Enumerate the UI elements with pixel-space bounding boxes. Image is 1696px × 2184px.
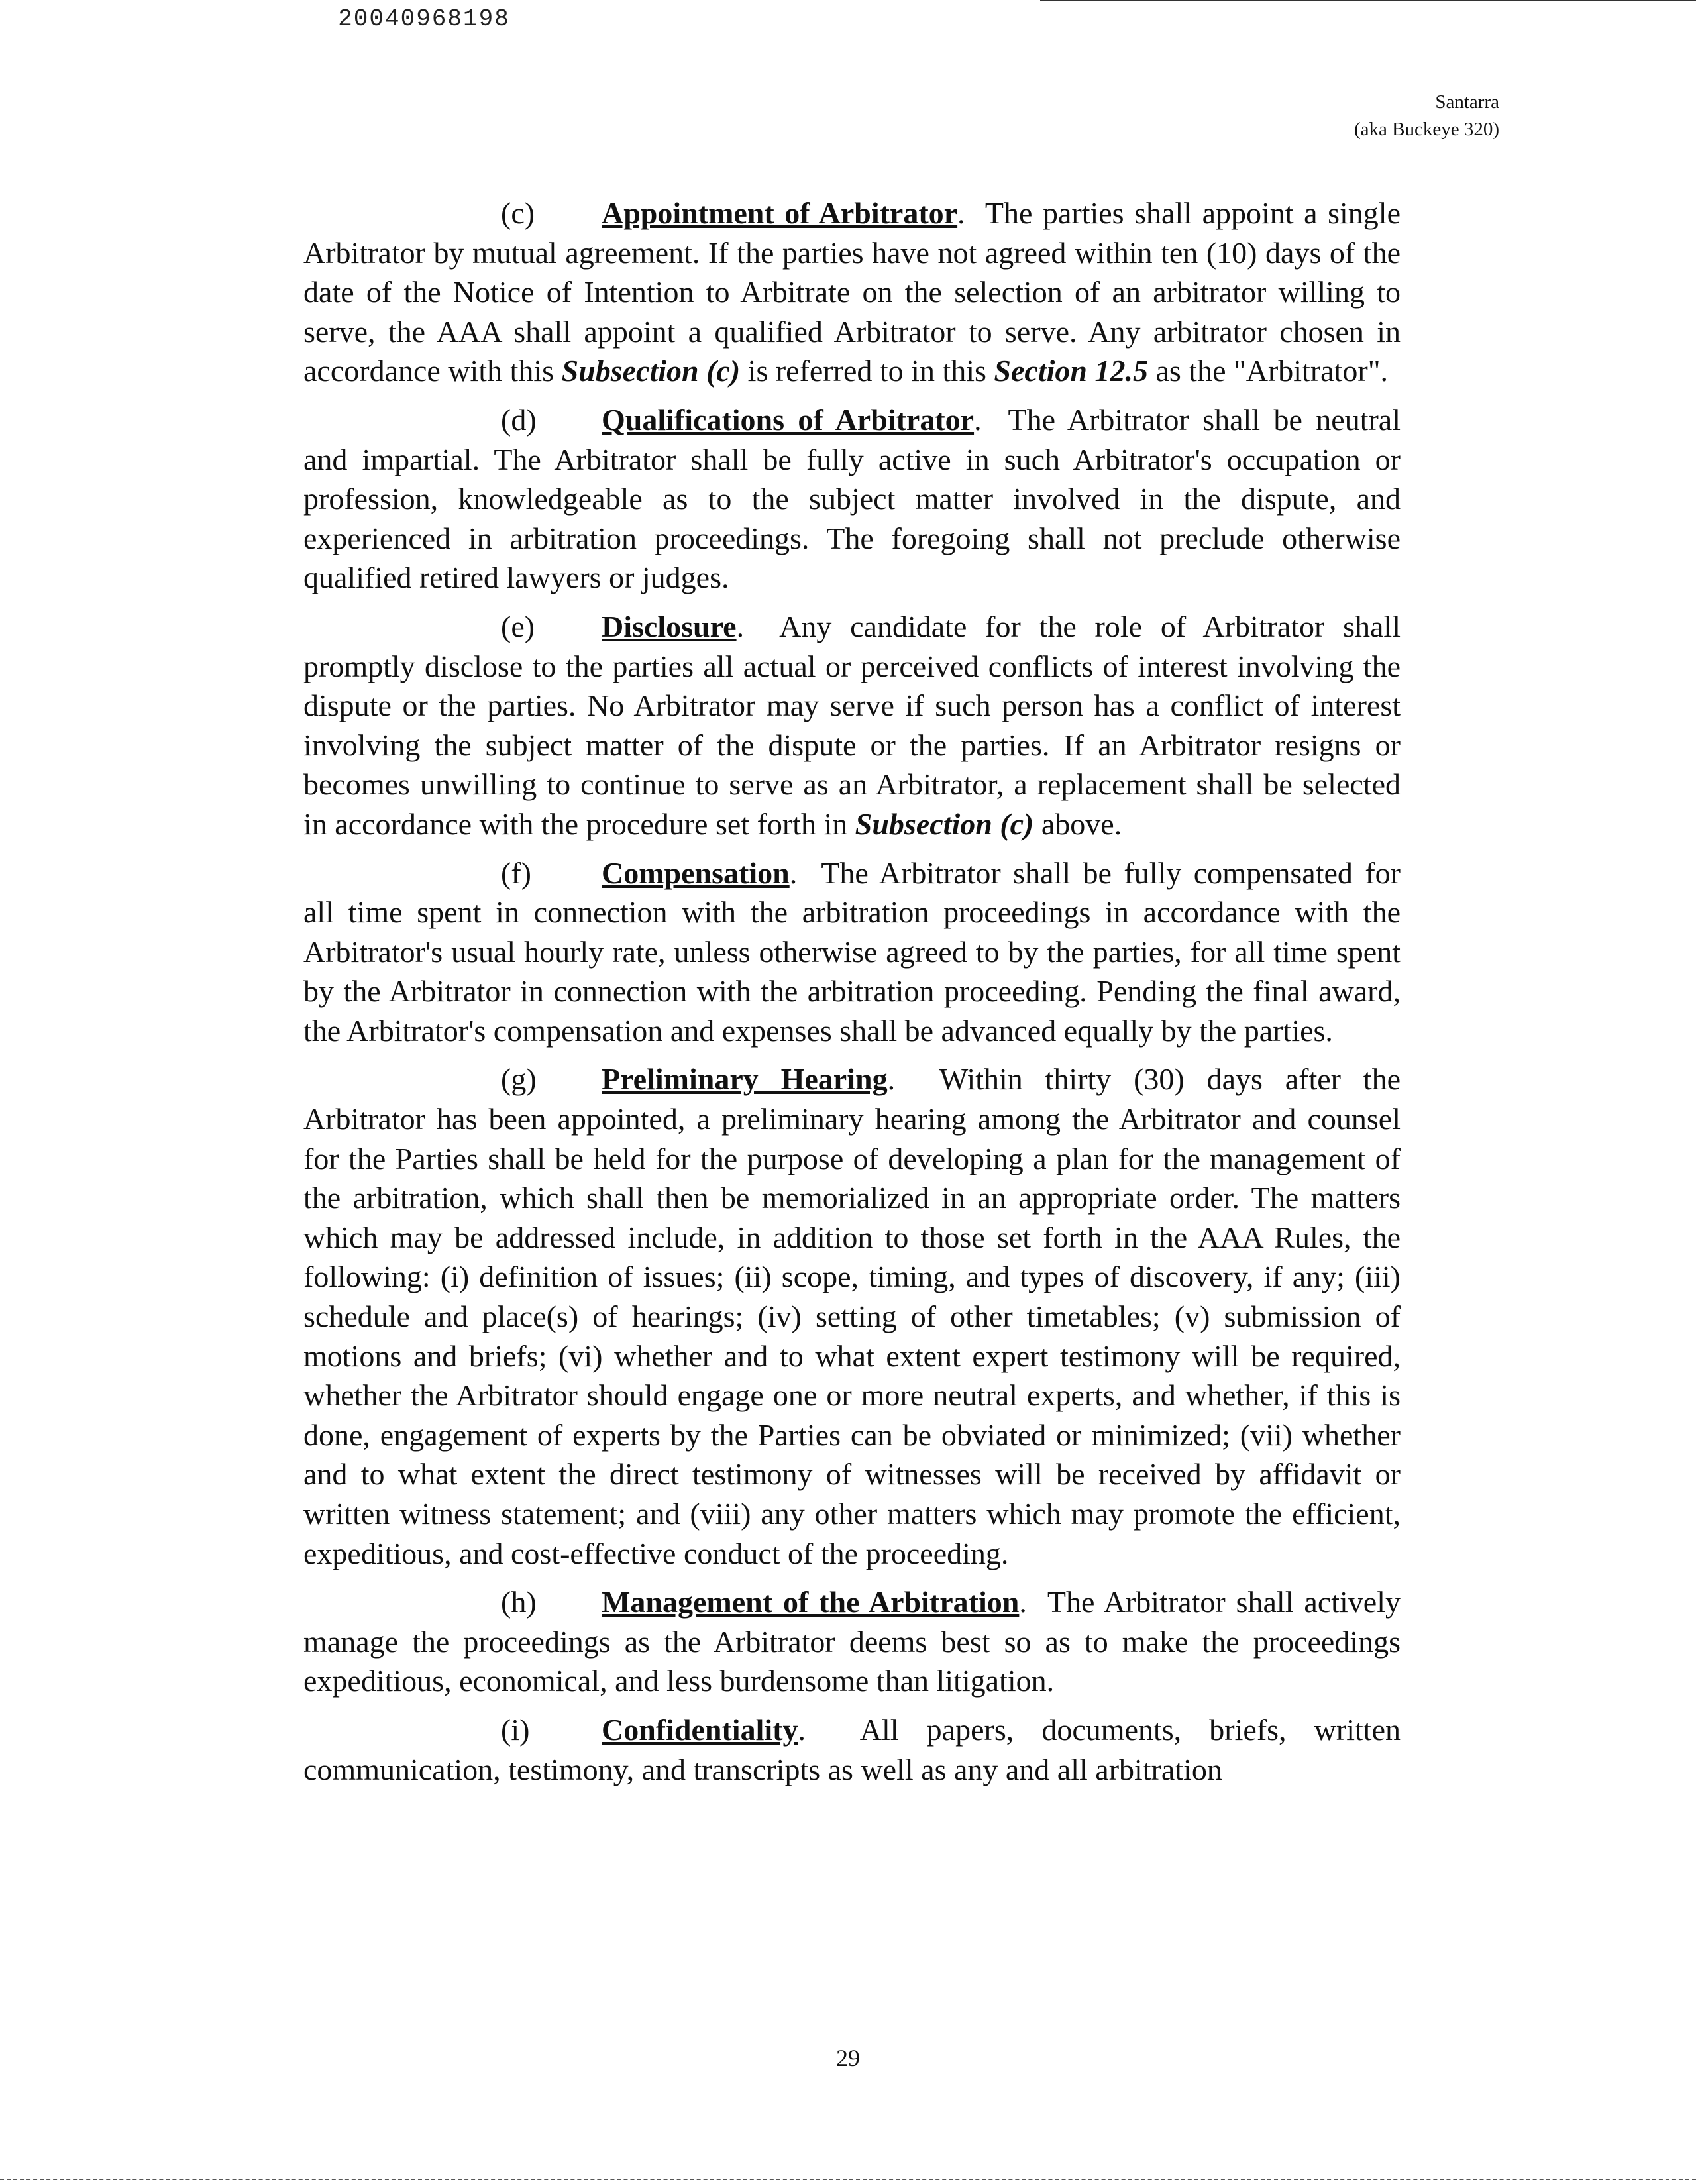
section-c: (c) Appointment of Arbitrator. The parties shall appoint a single Arbitrator by mutual agreement. If the parties have not agreed within ten (10) days of the date of the Notice of Intention to Arbitrate on the selection of an arbitrator willing to serve, the AAA shall appoint a qualified Arbitrator to serve. Any arbitrator chosen in accordance with this Subsection (c) is referred to in this Section 12.5 as the "Arbitrator". <box>303 193 1401 391</box>
section-e-text-1: Any candidate for the role of Arbitrator shall promptly disclose to the parties all actual or perceived conflicts of interest involving the dispute or the parties. No Arbitrator may serve if such person has a conflict of interest involving the subject matter of the dispute or the parties. If an Arbitrator resigns or becomes unwilling to continue to serve as an Arbitrator, a replacement shall be selected in accordance with the procedure set forth in <box>303 609 1401 841</box>
section-h-text: The Arbitrator shall actively manage the proceedings as the Arbitrator deems best so as to make the proceedings expeditious, economical, and less burdensome than litigation. <box>303 1585 1401 1698</box>
running-header <box>1354 89 1499 143</box>
section-e-text-2: above. <box>1034 806 1122 841</box>
section-h-label: (h) <box>501 1585 537 1619</box>
section-i-text: All papers, documents, briefs, written communication, testimony, and transcripts as well as any and all arbitration <box>303 1712 1401 1786</box>
section-c-label: (c) <box>501 196 535 230</box>
section-e: (e) Disclosure. Any candidate for the role of Arbitrator shall promptly disclose to the parties all actual or perceived conflicts of interest involving the dispute or the parties. No Arbitrator may serve if such person has a conflict of interest involving the subject matter of the dispute or the parties. If an Arbitrator resigns or becomes unwilling to continue to serve as an Arbitrator, a replacement shall be selected in accordance with the procedure set forth in Subsection (c) above. <box>303 607 1401 844</box>
section-d-title: Qualifications of Arbitrator <box>602 402 975 437</box>
section-h-title: Management of the Arbitration <box>602 1585 1020 1619</box>
section-g-label: (g) <box>501 1062 537 1097</box>
section-e-title: Disclosure <box>602 609 737 643</box>
section-c-text-3: as the "Arbitrator". <box>1147 354 1388 388</box>
bottom-border-rule <box>0 2179 1696 2180</box>
top-border-rule <box>1040 0 1696 1</box>
section-c-title: Appointment of Arbitrator <box>602 196 958 230</box>
section-c-text-1: The parties shall appoint a single Arbitrator by mutual agreement. If the parties have not agreed within ten (10) days of the date of the Notice of Intention to Arbitrate on the selection of an arbitrator willing to serve, the AAA shall appoint a qualified Arbitrator to serve. Any arbitrator chosen in accordance with this <box>303 196 1401 388</box>
section-c-ref-2: Section 12.5 <box>994 354 1148 388</box>
section-d-label: (d) <box>501 402 537 437</box>
section-h: (h) Management of the Arbitration. The Arbitrator shall actively manage the proceedings as the Arbitrator deems best so as to make the proceedings expeditious, economical, and less burdensome than litigation. <box>303 1582 1401 1701</box>
header-line-1: Santarra <box>1435 91 1499 113</box>
section-f-label: (f) <box>501 855 531 890</box>
document-id: 20040968198 <box>338 5 510 32</box>
section-e-label: (e) <box>501 609 535 643</box>
page-number: 29 <box>836 2045 860 2071</box>
section-c-text-2: is referred to in this <box>740 354 994 388</box>
section-i: (i) Confidentiality. All papers, documents, briefs, written communication, testimony, and transcripts as well as any and all arbitration <box>303 1710 1401 1789</box>
section-d-text: The Arbitrator shall be neutral and impartial. The Arbitrator shall be fully active in such Arbitrator's occupation or profession, knowledgeable as to the subject matter involved in the dispute, and experienced in arbitration proceedings. The foregoing shall not preclude otherwise qualified retired lawyers or judges. <box>303 402 1401 595</box>
header-line-2: (aka Buckeye 320) <box>1353 119 1499 140</box>
document-body <box>303 193 1401 1798</box>
section-i-title: Confidentiality <box>602 1712 798 1747</box>
section-i-label: (i) <box>501 1712 530 1747</box>
section-f-title: Compensation <box>602 855 790 890</box>
section-f-text: The Arbitrator shall be fully compensated for all time spent in connection with the arbitration proceedings in accordance with the Arbitrator's usual hourly rate, unless otherwise agreed to by the parties, for all time spent by the Arbitrator in connection with the arbitration proceeding. Pending the final award, the Arbitrator's compensation and expenses shall be advanced equally by the parties. <box>303 855 1401 1048</box>
section-d: (d) Qualifications of Arbitrator. The Arbitrator shall be neutral and impartial. The Arbitrator shall be fully active in such Arbitrator's occupation or profession, knowledgeable as to the subject matter involved in the dispute, and experienced in arbitration proceedings. The foregoing shall not preclude otherwise qualified retired lawyers or judges. <box>303 400 1401 598</box>
section-c-ref-1: Subsection (c) <box>561 354 741 388</box>
section-e-ref-1: Subsection (c) <box>855 806 1034 841</box>
section-f: (f) Compensation. The Arbitrator shall be fully compensated for all time spent in connection with the arbitration proceedings in accordance with the Arbitrator's usual hourly rate, unless otherwise agreed to by the parties, for all time spent by the Arbitrator in connection with the arbitration proceeding. Pending the final award, the Arbitrator's compensation and expenses shall be advanced equally by the parties. <box>303 853 1401 1051</box>
section-g-text: Within thirty (30) days after the Arbitrator has been appointed, a preliminary hearing among the Arbitrator and counsel for the Parties shall be held for the purpose of developing a plan for the management of the arbitration, which shall then be memorialized in an appropriate order. The matters which may be addressed include, in addition to those set forth in the AAA Rules, the following: (i) definition of issues; (ii) scope, timing, and types of discovery, if any; (iii) schedule and place(s) of hearings; (iv) setting of other timetables; (v) submission of motions and briefs; (vi) whether and to what extent expert testimony will be required, whether the Arbitrator should engage one or more neutral experts, and whether, if this is done, engagement of experts by the Parties can be obviated or minimized; (vii) whether and to what extent the direct testimony of witnesses will be received by affidavit or written witness statement; and (viii) any other matters which may promote the efficient, expeditious, and cost-effective conduct of the proceeding. <box>303 1062 1401 1570</box>
section-g: (g) Preliminary Hearing. Within thirty (30) days after the Arbitrator has been appointed, a preliminary hearing among the Arbitrator and counsel for the Parties shall be held for the purpose of developing a plan for the management of the arbitration, which shall then be memorialized in an appropriate order. The matters which may be addressed include, in addition to those set forth in the AAA Rules, the following: (i) definition of issues; (ii) scope, timing, and types of discovery, if any; (iii) schedule and place(s) of hearings; (iv) setting of other timetables; (v) submission of motions and briefs; (vi) whether and to what extent expert testimony will be required, whether the Arbitrator should engage one or more neutral experts, and whether, if this is done, engagement of experts by the Parties can be obviated or minimized; (vii) whether and to what extent the direct testimony of witnesses will be received by affidavit or written witness statement; and (viii) any other matters which may promote the efficient, expeditious, and cost-effective conduct of the proceeding. <box>303 1060 1401 1573</box>
section-g-title: Preliminary Hearing <box>602 1062 888 1097</box>
